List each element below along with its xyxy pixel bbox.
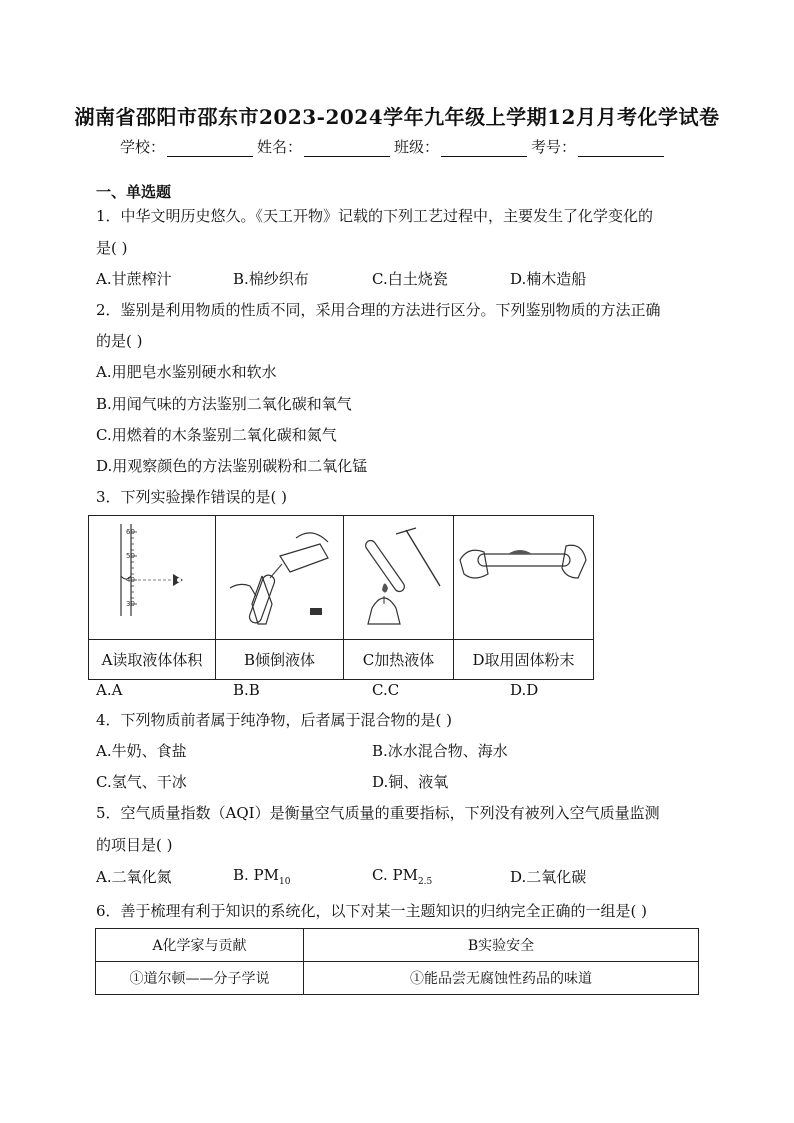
- number-blank[interactable]: [578, 142, 664, 157]
- q2-option-a[interactable]: A.用肥皂水鉴别硬水和软水: [96, 363, 277, 381]
- q4-option-d[interactable]: D.铜、液氧: [372, 773, 449, 791]
- q5-stem-line2: 的项目是( ): [96, 836, 173, 854]
- class-label: 班级：: [394, 138, 440, 156]
- q5-option-c-sub: 2.5: [417, 877, 433, 887]
- q1-option-c[interactable]: C.白土烧瓷: [372, 270, 448, 288]
- q5-option-b[interactable]: [233, 866, 290, 887]
- scale-tick-50: 50: [126, 552, 135, 560]
- q4-option-c[interactable]: C.氢气、干冰: [96, 773, 187, 791]
- q2-option-b[interactable]: B.用闻气味的方法鉴别二氧化碳和氧气: [96, 395, 352, 413]
- q1-option-d[interactable]: D.楠木造船: [510, 270, 587, 288]
- graduated-cylinder-icon: [89, 516, 215, 635]
- q3-option-a[interactable]: A.A: [96, 681, 123, 699]
- q5-stem-line1: 5．空气质量指数（AQI）是衡量空气质量的重要指标，下列没有被列入空气质量监测: [96, 804, 660, 822]
- scale-tick-60: 60: [126, 528, 135, 536]
- q5-option-a[interactable]: A.二氧化氮: [96, 868, 172, 886]
- name-label: 姓名：: [257, 138, 303, 156]
- q5-option-c[interactable]: [372, 866, 432, 887]
- student-info-row: [120, 136, 666, 157]
- q5-option-d[interactable]: D.二氧化碳: [510, 868, 587, 886]
- q4-stem: 4．下列物质前者属于纯净物，后者属于混合物的是( ): [96, 711, 453, 729]
- q2-stem-line2: 的是( ): [96, 332, 143, 350]
- q2-option-c[interactable]: C.用燃着的木条鉴别二氧化碳和氮气: [96, 426, 337, 444]
- q3-figure-c: [344, 516, 454, 640]
- q3-caption-a: A读取液体体积: [89, 640, 216, 680]
- q3-option-c[interactable]: C.C: [372, 681, 400, 699]
- q3-stem: 3．下列实验操作错误的是( ): [96, 488, 288, 506]
- q3-caption-c: C加热液体: [344, 640, 454, 680]
- q6-stem: 6．善于梳理有利于知识的系统化，以下对某一主题知识的归纳完全正确的一组是( ): [96, 902, 648, 920]
- name-blank[interactable]: [304, 142, 390, 157]
- q5-option-b-sub: 10: [279, 877, 291, 887]
- scale-tick-40: 40: [126, 576, 135, 584]
- q3-option-d[interactable]: D.D: [510, 681, 539, 699]
- q1-stem-line2: 是( ): [96, 239, 128, 257]
- q3-caption-b: B倾倒液体: [216, 640, 344, 680]
- number-label: 考号：: [531, 138, 577, 156]
- q3-figure-a: [89, 516, 216, 640]
- school-blank[interactable]: [167, 142, 253, 157]
- q2-option-d[interactable]: D.用观察颜色的方法鉴别碳粉和二氧化锰: [96, 457, 368, 475]
- alcohol-lamp-heating-icon: [344, 516, 453, 635]
- q1-option-b[interactable]: B.棉纱织布: [233, 270, 309, 288]
- q6-row-a: ①道尔顿——分子学说: [96, 962, 304, 995]
- class-blank[interactable]: [441, 142, 527, 157]
- q6-row-b: ①能品尝无腐蚀性药品的味道: [304, 962, 699, 995]
- q3-option-b[interactable]: B.B: [233, 681, 260, 699]
- scale-tick-30: 30: [126, 600, 135, 608]
- pouring-liquid-icon: [216, 516, 343, 635]
- solid-powder-icon: [454, 516, 593, 635]
- exam-title: 湖南省邵阳市邵东市2023-2024学年九年级上学期12月月考化学试卷: [74, 105, 720, 129]
- q3-caption-d: D取用固体粉末: [454, 640, 594, 680]
- q2-stem-line1: 2．鉴别是利用物质的性质不同，采用合理的方法进行区分。下列鉴别物质的方法正确: [96, 301, 661, 319]
- q3-figure-b: [216, 516, 344, 640]
- q3-figure-d: [454, 516, 594, 640]
- q5-option-c-text: C. PM: [372, 866, 418, 884]
- q6-head-b: B实验安全: [304, 929, 699, 962]
- q6-head-a: A化学家与贡献: [96, 929, 304, 962]
- section-heading: 一、单选题: [96, 183, 172, 201]
- q5-option-b-text: B. PM: [233, 866, 280, 884]
- q4-option-b[interactable]: B.冰水混合物、海水: [372, 742, 508, 760]
- school-label: 学校：: [120, 138, 166, 156]
- q3-experiment-table: [88, 515, 594, 680]
- q6-table: [95, 928, 699, 995]
- q1-stem-line1: 1．中华文明历史悠久。《天工开物》记载的下列工艺过程中，主要发生了化学变化的: [96, 207, 654, 225]
- q1-option-a[interactable]: A.甘蔗榨汁: [96, 270, 172, 288]
- q4-option-a[interactable]: A.牛奶、食盐: [96, 742, 187, 760]
